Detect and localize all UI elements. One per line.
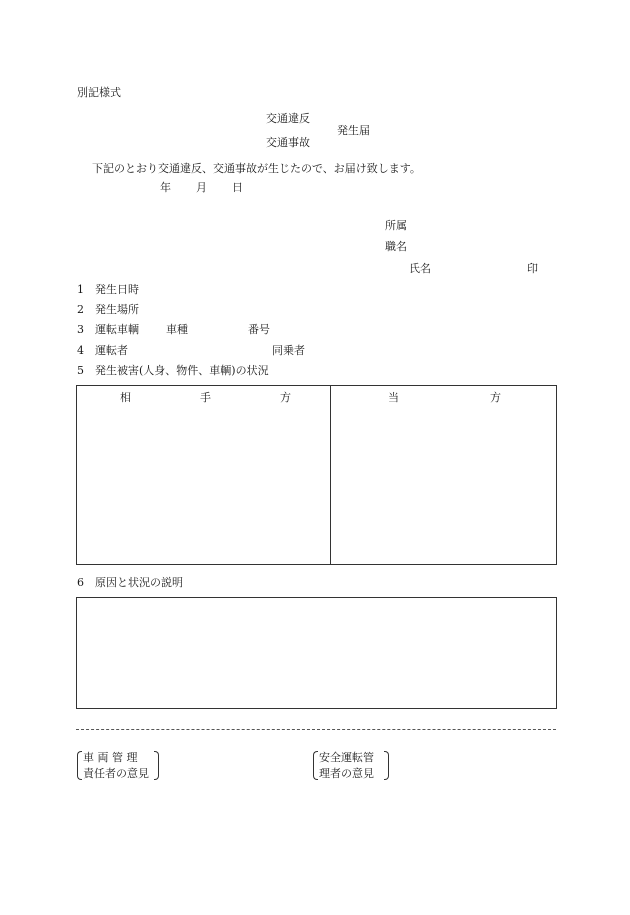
affiliation-label: 所属 bbox=[385, 219, 407, 232]
date-month: 月 bbox=[196, 181, 207, 194]
vehicle-manager-line1: 車 両 管 理 bbox=[83, 751, 138, 764]
other-party-header-3: 方 bbox=[280, 391, 291, 404]
position-label: 職名 bbox=[385, 240, 407, 253]
explanation-box bbox=[76, 597, 557, 709]
item-3-vehicle-type: 車種 bbox=[166, 323, 188, 336]
cut-line bbox=[76, 729, 556, 730]
damage-table bbox=[76, 385, 557, 565]
date-day: 日 bbox=[232, 181, 243, 194]
item-3-number: 3 bbox=[77, 323, 84, 336]
vehicle-manager-line2: 責任者の意見 bbox=[83, 767, 149, 780]
item-6-number: 6 bbox=[77, 576, 84, 589]
intro-text: 下記のとおり交通違反、交通事故が生じたので、お届け致します。 bbox=[92, 162, 421, 175]
title-report: 発生届 bbox=[337, 124, 370, 137]
item-6-label: 原因と状況の説明 bbox=[95, 576, 183, 589]
our-side-header-1: 当 bbox=[388, 391, 399, 404]
other-party-header-1: 相 bbox=[120, 391, 131, 404]
item-5-label: 発生被害(人身、物件、車輌)の状況 bbox=[95, 364, 269, 377]
item-4-passenger: 同乗者 bbox=[272, 344, 305, 357]
item-3-label: 運転車輌 bbox=[95, 323, 139, 336]
safety-manager-line2: 理者の意見 bbox=[319, 767, 374, 780]
item-2-number: 2 bbox=[77, 303, 84, 316]
form-label: 別記様式 bbox=[77, 86, 121, 99]
item-2-label: 発生場所 bbox=[95, 303, 139, 316]
right-bracket bbox=[154, 751, 159, 780]
seal-label: 印 bbox=[527, 262, 538, 275]
title-traffic-accident: 交通事故 bbox=[266, 136, 310, 149]
damage-table-divider bbox=[330, 385, 331, 565]
left-bracket bbox=[77, 751, 82, 780]
name-label: 氏名 bbox=[409, 262, 431, 275]
item-4-label: 運転者 bbox=[95, 344, 128, 357]
our-side-header-2: 方 bbox=[490, 391, 501, 404]
safety-manager-line1: 安全運転管 bbox=[319, 751, 374, 764]
item-1-label: 発生日時 bbox=[95, 283, 139, 296]
date-year: 年 bbox=[160, 181, 171, 194]
item-4-number: 4 bbox=[77, 344, 84, 357]
item-5-number: 5 bbox=[77, 364, 84, 377]
left-bracket bbox=[313, 751, 318, 780]
other-party-header-2: 手 bbox=[200, 391, 211, 404]
item-3-number-plate: 番号 bbox=[248, 323, 270, 336]
right-bracket bbox=[384, 751, 389, 780]
title-traffic-violation: 交通違反 bbox=[266, 112, 310, 125]
item-1-number: 1 bbox=[77, 283, 84, 296]
